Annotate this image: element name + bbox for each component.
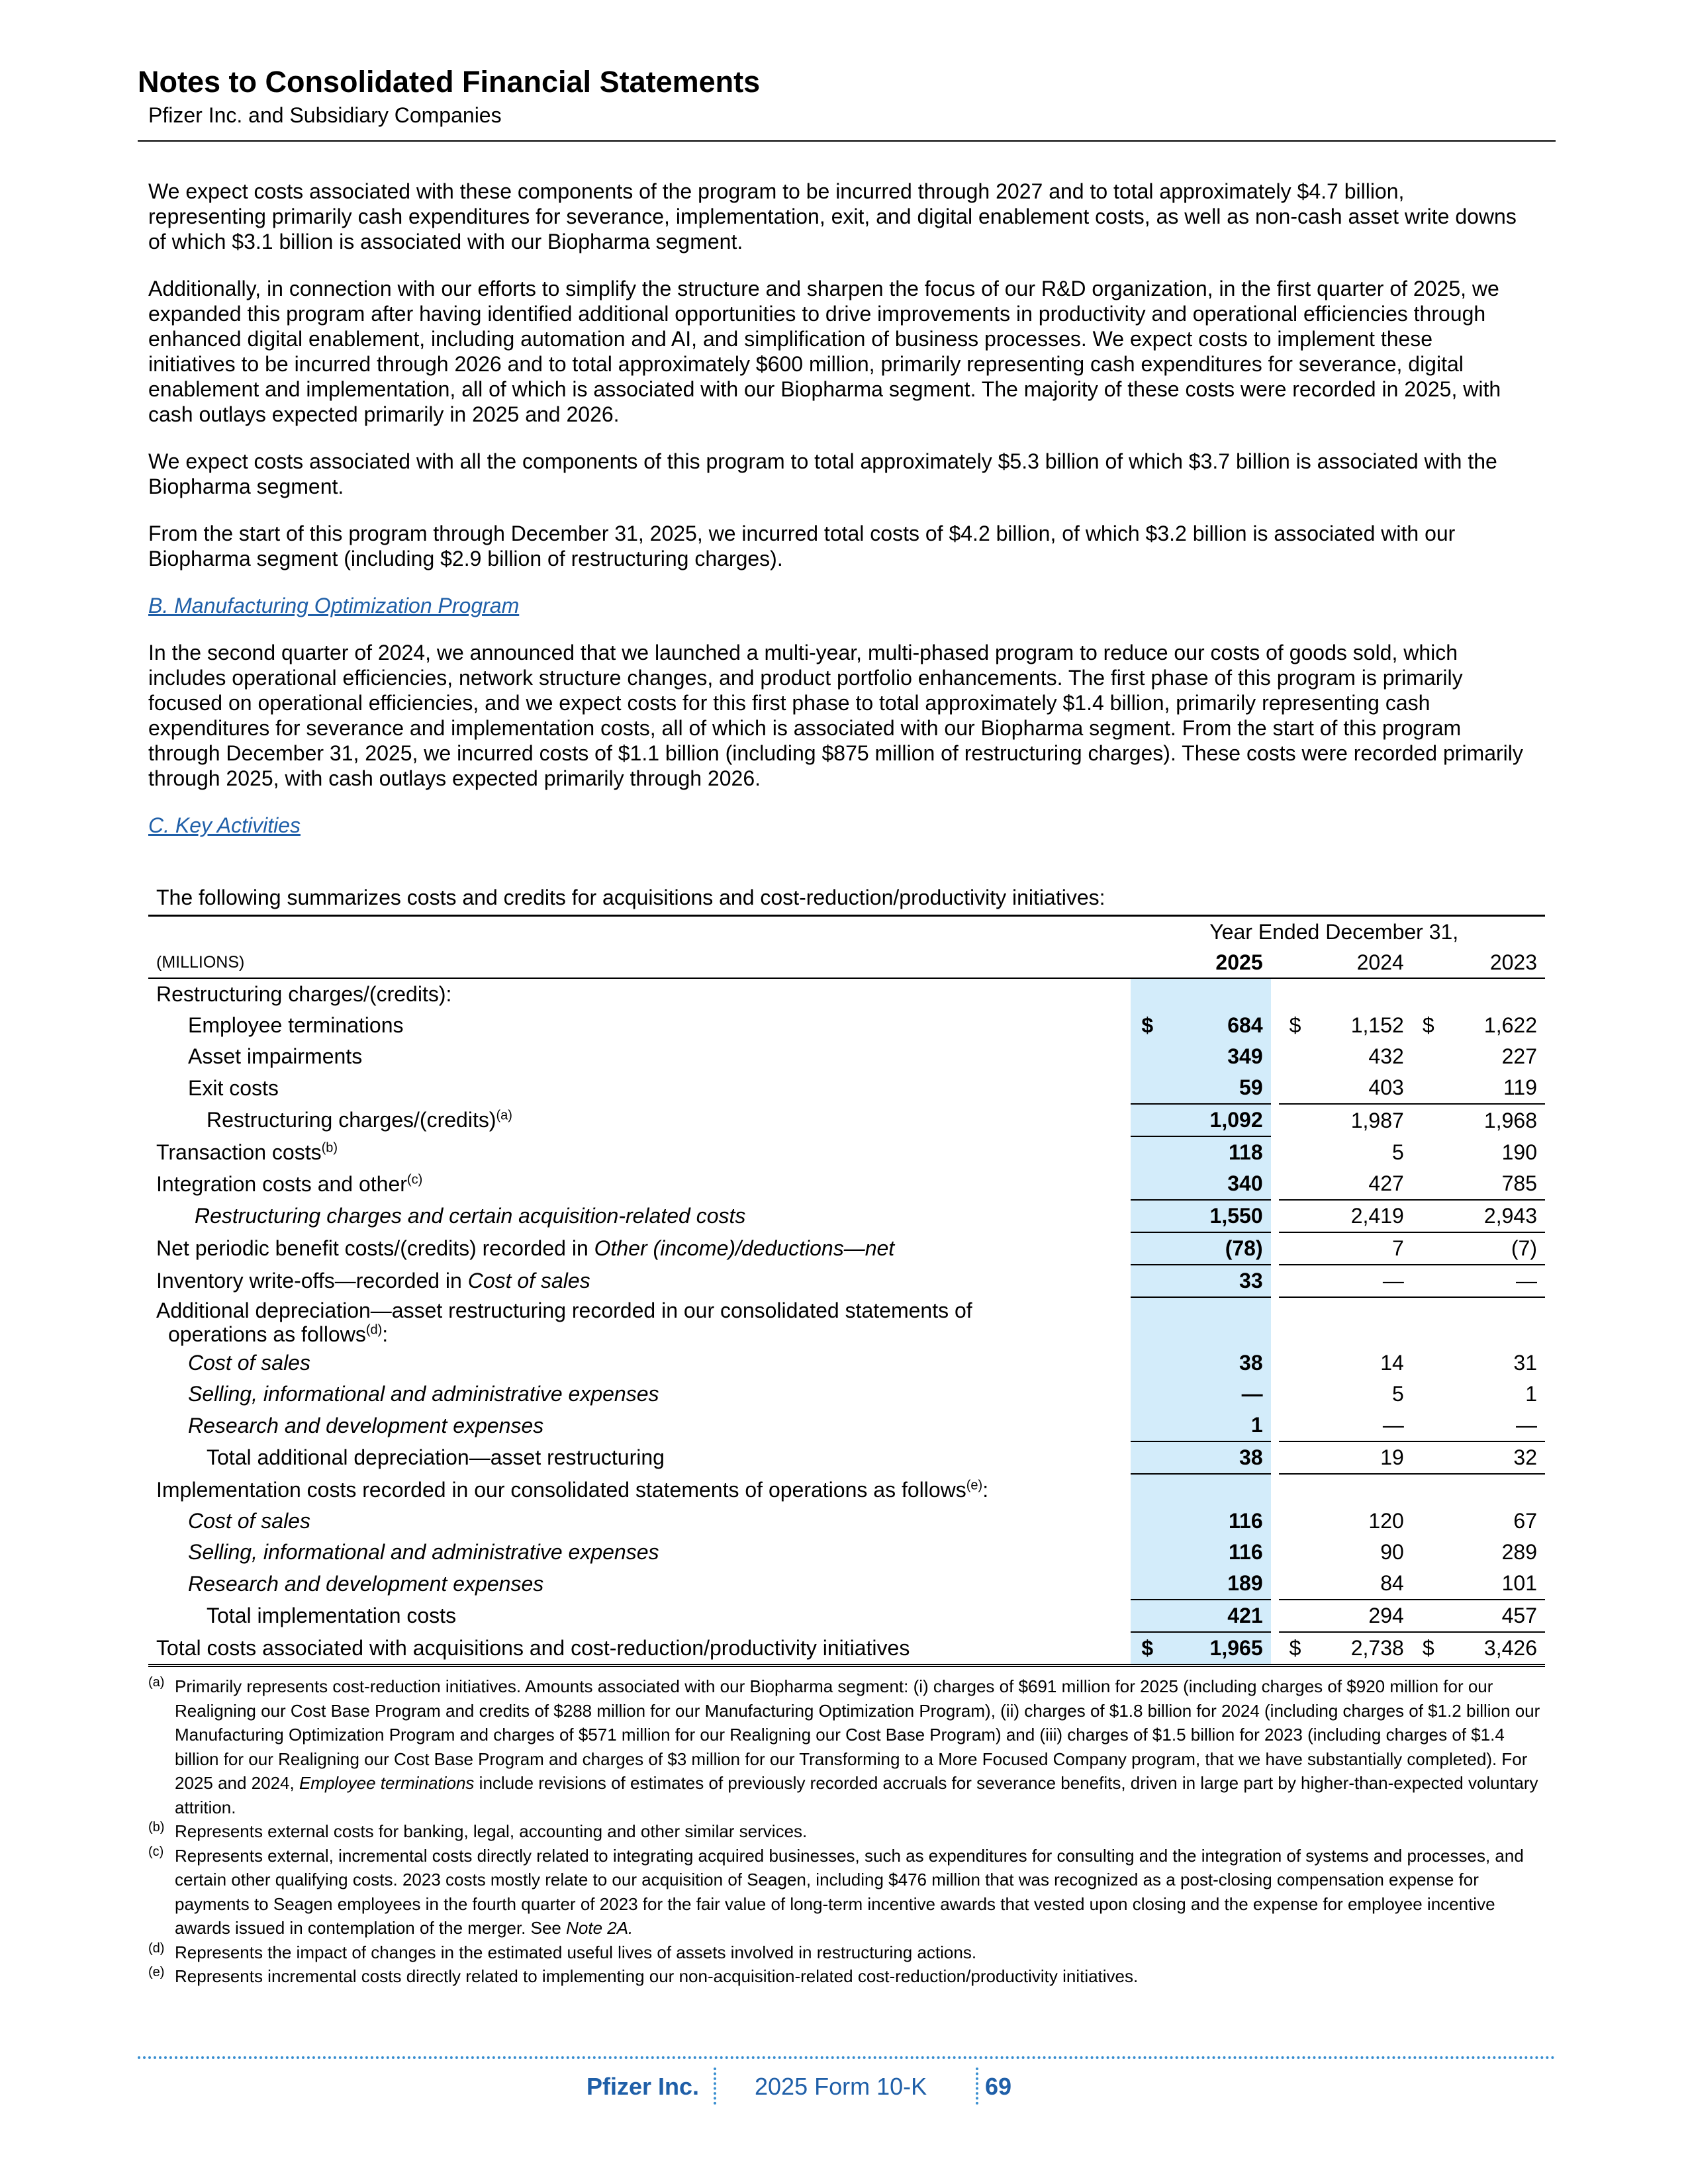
value-2025: 1,550 [1131,1200,1270,1232]
row-label: Integration costs and other$^{(c)}$ [156,1171,423,1196]
table-row [148,1136,1545,1168]
footer-divider [138,2056,1556,2059]
value-2024: 427 [1279,1168,1412,1200]
value-2024: 84 [1279,1568,1412,1600]
section-c-heading-link[interactable]: C. Key Activities [148,813,301,837]
value-2023: 190 [1501,1140,1537,1164]
value-2024: 1,152 [1350,1013,1404,1037]
footnote-ref: (e) [966,1477,983,1492]
value-2025: 349 [1131,1041,1270,1072]
footnote-ref: (a) [496,1108,512,1123]
value-2025: 340 [1131,1168,1270,1200]
value-2023: 31 [1513,1351,1537,1375]
value-2025: (78) [1131,1232,1270,1265]
dollar-sign: $ [1289,1013,1301,1037]
row-label: Total costs associated with acquisitions and cost-reduction/productivity initiatives [148,1632,1131,1666]
value-2024: 5 [1392,1382,1404,1406]
value-2025: 118 [1131,1136,1270,1168]
row-label: Asset impairments [188,1044,363,1068]
row-label: Employee terminations [188,1013,404,1037]
cost-table-container [148,915,1545,1667]
row-label: Restructuring charges/(credits)$^{(a)}$ [207,1108,512,1132]
table-row [148,1010,1545,1041]
value-2024: 1,987 [1350,1108,1404,1132]
paragraph: We expect costs associated with these components of the program to be incurred through 2027 and to total approximately $4.7 billion, representing primarily cash expenditures for severance, implementation, exit, and digital enablement costs, as well as non-cash asset write downs of which $3.1 billion is associated with our Biopharma segment. [148,179,1517,253]
page-number: 69 [985,2073,1012,2100]
dollar-sign: $ [1141,1636,1154,1660]
footer-separator [714,2068,716,2105]
value-2023: 289 [1501,1540,1537,1564]
table-row [148,1232,1545,1265]
value-2025: 59 [1131,1072,1270,1104]
footnote-d: (d) Represents the impact of changes in the estimated useful lives of assets involved in restructuring actions. [148,1940,977,1962]
table-years-row [148,947,1545,978]
row-label: Cost of sales [188,1351,310,1375]
table-row [148,1104,1545,1136]
row-label: Transaction costs$^{(b)}$ [156,1140,338,1164]
paragraph: Additionally, in connection with our efforts to simplify the structure and sharpen the focus of our R&D organization, in the first quarter of 2025, we expanded this program after having identified additional opportunities to drive improvements in productivity and operational efficiencies through enhanced digital enablement, including automation and AI, and simplification of business processes. We expect costs to implement these initiatives to be incurred through 2026 and to total approximately $600 million, primarily representing cash expenditures for severance, digital enablement and implementation, all of which is associated with our Biopharma segment. The majority of these costs were recorded in 2025, with cash outlays expected primarily in 2025 and 2026. [148,277,1501,426]
value-2023: (7) [1412,1232,1545,1265]
value-2025: 116 [1131,1506,1270,1537]
value-2023: — [1412,1265,1545,1297]
value-2024: 19 [1279,1441,1412,1474]
value-2024: 14 [1380,1351,1404,1375]
value-2024: 90 [1380,1540,1404,1564]
table-header-row [148,916,1545,948]
value-2025: 38 [1131,1441,1270,1474]
value-2025: 116 [1131,1537,1270,1568]
footer-separator [976,2068,978,2105]
value-2024: — [1279,1410,1412,1441]
value-2024: 403 [1279,1072,1412,1104]
note-2a-link[interactable]: Note 2A. [566,1918,633,1938]
body-text [148,179,1525,860]
value-2025: — [1131,1379,1270,1410]
header-divider [138,140,1556,142]
units-label: (MILLIONS) [148,947,1131,978]
table-row [148,1347,1545,1379]
footnote-ref: (b) [321,1140,338,1155]
row-label: Implementation costs recorded in our consolidated statements of operations as follows$^{(e)}$: [156,1477,989,1502]
table-row [148,1297,1545,1347]
page-subtitle: Pfizer Inc. and Subsidiary Companies [148,103,502,127]
section-b-heading-link[interactable]: B. Manufacturing Optimization Program [148,594,520,617]
row-label: Restructuring charges/(credits): [156,982,452,1006]
value-2024: 294 [1279,1600,1412,1632]
footer-company: Pfizer Inc. [586,2073,700,2100]
value-2023: 457 [1412,1600,1545,1632]
value-2025: 421 [1131,1600,1270,1632]
row-label: Total implementation costs [207,1604,457,1627]
cost-table [148,915,1545,1667]
value-2025: 1,092 [1131,1104,1270,1136]
paragraph: In the second quarter of 2024, we announced that we launched a multi-year, multi-phased program to reduce our costs of goods sold, which includes operational efficiencies, network structure changes, and product portfolio enhancements. The first phase of this program is primarily focused on operational efficiencies, and we expect costs for this first phase to total approximately $1.4 billion, primarily representing cash expenditures for severance and implementation costs, all of which is associated with our Biopharma segment. From the start of this program through December 31, 2025, we incurred costs of $1.1 billion (including $875 million of restructuring charges). These costs were recorded primarily through 2025, with cash outlays expected primarily through 2026. [148,641,1523,790]
year-2024: 2024 [1279,947,1412,978]
table-intro: The following summarizes costs and credits for acquisitions and cost-reduction/productivity initiatives: [156,886,1105,909]
value-2025: 1 [1131,1410,1270,1441]
page-header [138,64,1556,128]
page-title: Notes to Consolidated Financial Statements [138,65,761,99]
footnote-ref: (c) [406,1171,423,1187]
value-2025: 1,965 [1209,1636,1263,1660]
value-2024: 5 [1392,1140,1404,1164]
table-row [148,1537,1545,1568]
row-label: Exit costs [188,1075,279,1100]
value-2024: 2,419 [1279,1200,1412,1232]
table-row [148,1265,1545,1297]
row-label: Net periodic benefit costs/(credits) recorded in Other (income)/deductions—net [156,1236,895,1260]
value-2023: 101 [1412,1568,1545,1600]
footnote-c: (c) Represents external, incremental costs directly related to integrating acquired businesses, such as expenditures for consulting and the integration of systems and processes, and certain other qualifying costs. 2023 costs mostly relate to our acquisition of Seagen, including $476 million that was recognized as a post-closing compensation expense for payments to Seagen employees in the fourth quarter of 2023 for the fair value of long-term incentive awards that vested upon closing and the expense for employee incentive awards issued in contemplation of the merger. See Note 2A. [148,1844,1524,1938]
value-2024: 120 [1368,1509,1404,1533]
footnotes [143,1674,1546,1989]
footnote-ref: (d) [365,1322,383,1338]
year-2025: 2025 [1131,947,1270,978]
value-2023: 67 [1513,1509,1537,1533]
period-header: Year Ended December 31, [1131,916,1545,948]
table-row [148,1506,1545,1537]
row-label: Selling, informational and administrative expenses [188,1540,659,1564]
table-row [148,1168,1545,1200]
page-footer [0,2068,1688,2105]
row-label: Research and development expenses [188,1571,544,1596]
value-2023: 3,426 [1483,1636,1537,1660]
dollar-sign: $ [1289,1636,1301,1660]
table-total-row [148,1632,1545,1666]
dollar-sign: $ [1422,1636,1434,1660]
value-2025: 38 [1131,1347,1270,1379]
value-2024: — [1279,1265,1412,1297]
row-label: Selling, informational and administrative expenses [188,1382,659,1406]
footnote-e: (e) Represents incremental costs directly related to implementing our non-acquisition-related cost-reduction/productivity initiatives. [148,1965,1139,1986]
table-row [148,1474,1545,1506]
row-label: Additional depreciation—asset restructuring recorded in our consolidated statements of operations as follows$^{(d)}$: [156,1298,972,1346]
value-2025: 33 [1131,1265,1270,1297]
row-label: Restructuring charges and certain acquisition-related costs [195,1204,746,1228]
value-2023: 785 [1412,1168,1545,1200]
table-row [148,1379,1545,1410]
value-2023: 32 [1412,1441,1545,1474]
value-2023: 1,622 [1483,1013,1537,1037]
value-2023: 227 [1501,1044,1537,1068]
table-row [148,1200,1545,1232]
table-row [148,978,1545,1010]
table-row [148,1568,1545,1600]
value-2023: 119 [1412,1072,1545,1104]
value-2023: 1,968 [1483,1108,1537,1132]
table-row [148,1410,1545,1441]
value-2024: 7 [1279,1232,1412,1265]
row-label: Cost of sales [188,1509,310,1533]
value-2023: 1 [1525,1382,1537,1406]
value-2023: 2,943 [1412,1200,1545,1232]
table-row [148,1041,1545,1072]
dollar-sign: $ [1141,1013,1154,1037]
value-2023: — [1412,1410,1545,1441]
table-row [148,1441,1545,1474]
value-2025: 189 [1131,1568,1270,1600]
footnote-b: (b) Represents external costs for banking, legal, accounting and other similar services. [148,1820,808,1841]
year-2023: 2023 [1412,947,1545,978]
table-row [148,1072,1545,1104]
paragraph: From the start of this program through December 31, 2025, we incurred total costs of $4.2 billion, of which $3.2 billion is associated with our Biopharma segment (including $2.9 billion of restructuring charges). [148,522,1456,570]
dollar-sign: $ [1422,1013,1434,1037]
value-2024: 2,738 [1350,1636,1404,1660]
footer-form: 2025 Form 10-K [755,2073,927,2100]
value-2025: 684 [1227,1013,1263,1037]
footnote-a: (a) Primarily represents cost-reduction initiatives. Amounts associated with our Biopharma segment: (i) charges of $691 million for 2025 (including charges of $920 million for our Realigning our Cost Base Program and credits of $288 million for our Manufacturing Optimization Program), (ii) charges of $1.8 billion for 2024 (including charges of $1.2 billion our Manufacturing Optimization Program and charges of $571 million for our Realigning our Cost Base Program) and (iii) charges of $1.5 billion for 2023 (including charges of $1.4 billion for our Realigning our Cost Base Program and charges of $3 million for our Transforming to a More Focused Company program, that we have substantially completed). For 2025 and 2024, Employee terminations include revisions of estimates of previously recorded accruals for severance benefits, driven in large part by higher-than-expected voluntary attrition. [148,1675,1540,1817]
table-row [148,1600,1545,1632]
value-2024: 432 [1368,1044,1404,1068]
row-label: Inventory write-offs—recorded in Cost of sales [156,1269,590,1293]
row-label: Research and development expenses [188,1413,544,1437]
row-label: Total additional depreciation—asset restructuring [207,1445,665,1469]
paragraph: We expect costs associated with all the components of this program to total approximately $5.3 billion of which $3.7 billion is associated with the Biopharma segment. [148,449,1497,498]
